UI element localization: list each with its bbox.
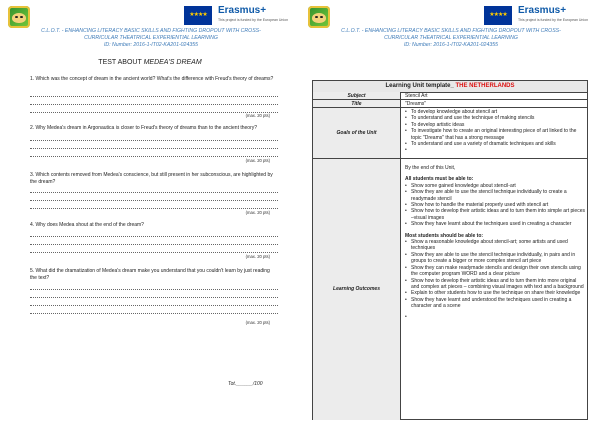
outcomes-row [313,159,587,420]
erasmus-subtitle: This project is funded by the European Union [218,18,289,22]
question-3: 3. Which contents removed from Medea's conscience, but still present in her subconscious, are highlighted by the dream? [30,172,273,185]
clot-logo [308,6,330,28]
erasmus-logo-text: Erasmus+ [518,5,567,16]
eu-flag-icon: ★★★★ [184,6,212,25]
answer-line[interactable] [30,232,278,237]
project-line: ID: Number: 2016-1-IT02-KA201-024355 [103,42,198,48]
test-title-italic: MEDEA'S DREAM [143,59,202,66]
most-students-title: Most students should be able to: [405,232,484,239]
goal-item: • To develop knowledge about stencil art [411,109,585,115]
erasmus-banner [484,4,600,26]
question-4: 4. Why does Medea shout at the end of the dream? [30,222,144,228]
title-label: Title [313,100,401,107]
learning-unit-table [312,80,588,420]
subject-value: Stencil Art [405,93,428,99]
goal-item: • To investigate how to create an original interesting piece of art linked to the topic "Dreams" that has a strong message [411,128,585,141]
question-5: 5. What did the dramatization of Medea's dream make you understand that you couldn't learn by just reading the text? [30,268,270,281]
outcomes-content [405,165,585,314]
answer-line[interactable] [30,293,278,298]
outcomes-intro: By the end of this Unit, [405,165,456,171]
test-title [0,59,300,66]
erasmus-logo-text: Erasmus+ [218,5,267,16]
answer-line[interactable] [30,240,278,245]
answer-line[interactable] [30,285,278,290]
most-item: • Explain to other students how to use the technique on share their knowledge [411,290,585,296]
goal-item: • To understand and use the technique of making stencils [411,115,585,121]
answer-line[interactable] [30,309,278,314]
table-title-text: Learning Unit template_ [385,83,456,89]
question-2: 2. Why Medea's dream in Argonautica is closer to Freud's theory of dreams than to the ancient theory? [30,125,258,131]
answer-line[interactable] [30,92,278,97]
question-marks: (max. 20 pts) [245,158,270,163]
test-title-prefix: TEST ABOUT [98,59,144,66]
table-title-country: THE NETHERLANDS [455,83,515,89]
all-students-title: All students must be able to: [405,176,474,183]
answer-line[interactable] [30,136,278,141]
all-item: • Show how to develop their artistic ideas and to turn them into simple art pieces –visual images [411,208,585,221]
project-header [20,28,282,49]
erasmus-subtitle: This project is funded by the European Union [518,18,589,22]
all-item: • Show some gained knowledge about stencil-art [411,183,585,189]
question-marks: (max. 20 pts) [245,113,270,118]
subject-row [313,92,587,100]
all-item: • Show how to handle the material properly used with stencil art [411,202,585,208]
answer-line[interactable] [30,204,278,209]
goals-row [313,108,587,159]
most-item: • Show a reasonable knowledge about stencil-art; some artists and used techniques [411,239,585,252]
question-1: 1. Which was the concept of dream in the ancient world? What's the difference with Freud's theory of dreams? [30,76,274,82]
project-line: CURRICULAR THEATRICAL EXPERIENTIAL LEARNING [384,35,518,41]
question-marks: (max. 20 pts) [245,210,270,215]
goals-list [405,109,585,147]
answer-line[interactable] [30,144,278,149]
goal-item: • To understand and use a variety of dramatic techniques and skills [411,141,585,147]
project-line: ID: Number: 2016-1-IT02-KA201-024355 [403,42,498,48]
title-row [313,100,587,108]
answer-line[interactable] [30,196,278,201]
answer-line[interactable] [30,301,278,306]
project-line: C.L.O.T. - ENHANCING LITERACY BASIC SKILLS AND FIGHTING DROPOUT WITH CROSS- [341,28,561,34]
project-line: CURRICULAR THEATRICAL EXPERIENTIAL LEARNING [84,35,218,41]
most-item: • Show they have learnt and understood the techniques used in creating a character and a scene [411,297,585,310]
all-item: • Show they are able to use the stencil technique individually to create a readymade stencil [411,189,585,202]
answer-line[interactable] [30,108,278,113]
answer-line[interactable] [30,248,278,253]
answer-line[interactable] [30,100,278,105]
question-marks: (max. 20 pts) [245,254,270,259]
project-line: C.L.O.T. - ENHANCING LITERACY BASIC SKILLS AND FIGHTING DROPOUT WITH CROSS- [41,28,261,34]
most-item: • Show they can make readymade stencils and design their own stencils using the computer program WORD and a clear picture [411,265,585,278]
question-marks: (max. 20 pts) [245,320,270,325]
goal-item: • To develop artistic ideas [411,122,585,128]
outcomes-label: Learning Outcomes [313,159,401,420]
erasmus-banner [184,4,300,26]
eu-flag-icon: ★★★★ [484,6,512,25]
project-header [320,28,582,49]
clot-logo [8,6,30,28]
most-item: • Show how to develop their artistic ideas and to turn them into more original and complex art pieces – combining visual images with text and a background [411,278,585,291]
all-item: • Show they have learnt about the techniques used in creating a character [411,221,585,227]
answer-line[interactable] [30,188,278,193]
goals-label: Goals of the Unit [313,108,401,158]
answer-line[interactable] [30,152,278,157]
subject-label: Subject [313,92,401,99]
most-item: • Show they are able to use the stencil technique individually, in pairs and in groups to create a bigger or more complex stencil art piece [411,252,585,265]
title-value: "Dreams" [405,101,427,107]
total-score: Tot.______/100 [228,381,263,387]
